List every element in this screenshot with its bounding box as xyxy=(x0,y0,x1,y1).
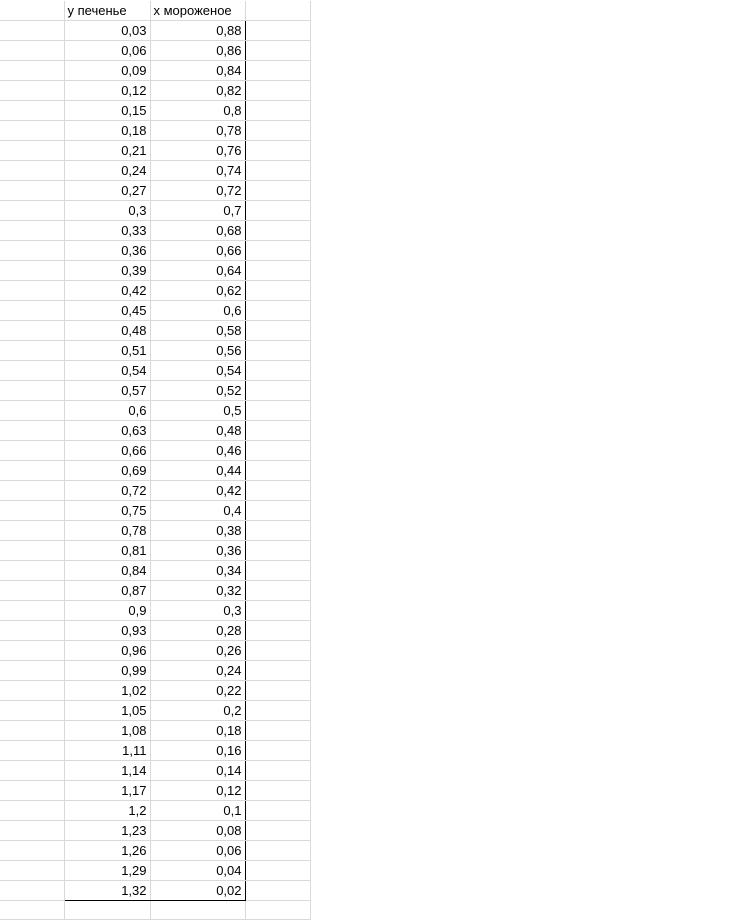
header-cell-y[interactable]: y печенье xyxy=(64,1,150,21)
cell-empty[interactable] xyxy=(0,881,64,901)
cell-empty[interactable] xyxy=(64,901,150,920)
cell-empty[interactable] xyxy=(245,141,310,161)
cell-x-value[interactable]: 0,86 xyxy=(150,41,245,61)
cell-x-value[interactable]: 0,22 xyxy=(150,681,245,701)
cell-empty[interactable] xyxy=(0,481,64,501)
spreadsheet-grid xyxy=(0,1,311,920)
table-row xyxy=(0,681,310,701)
cell-empty[interactable] xyxy=(245,621,310,641)
cell-empty[interactable] xyxy=(0,681,64,701)
table-row xyxy=(0,581,310,601)
cell-empty[interactable] xyxy=(245,801,310,821)
cell-x-value[interactable]: 0,12 xyxy=(150,781,245,801)
spreadsheet-body xyxy=(0,1,310,920)
table-row xyxy=(0,21,310,41)
cell-empty[interactable] xyxy=(245,541,310,561)
cell-empty[interactable] xyxy=(245,301,310,321)
cell-x-value[interactable]: 0,82 xyxy=(150,81,245,101)
table-row xyxy=(0,541,310,561)
cell-empty[interactable] xyxy=(0,401,64,421)
table-row xyxy=(0,201,310,221)
cell-x-value[interactable]: 0,74 xyxy=(150,161,245,181)
table-row xyxy=(0,881,310,901)
cell-empty[interactable] xyxy=(0,501,64,521)
cell-x-value[interactable]: 0,84 xyxy=(150,61,245,81)
cell-x-value[interactable]: 0,34 xyxy=(150,561,245,581)
table-row xyxy=(0,521,310,541)
cell-x-value[interactable]: 0,52 xyxy=(150,381,245,401)
table-row xyxy=(0,621,310,641)
cell-empty[interactable] xyxy=(0,41,64,61)
cell-x-value[interactable]: 0,26 xyxy=(150,641,245,661)
table-row xyxy=(0,361,310,381)
cell-empty[interactable] xyxy=(245,361,310,381)
empty-row xyxy=(0,901,310,920)
cell-empty[interactable] xyxy=(245,321,310,341)
cell-x-value[interactable]: 0,06 xyxy=(150,841,245,861)
cell-x-value[interactable]: 0,62 xyxy=(150,281,245,301)
cell-x-value[interactable]: 0,02 xyxy=(150,881,245,901)
table-row xyxy=(0,461,310,481)
cell-x-value[interactable]: 0,3 xyxy=(150,601,245,621)
cell-empty[interactable] xyxy=(245,681,310,701)
table-row xyxy=(0,821,310,841)
cell-empty[interactable] xyxy=(0,261,64,281)
table-row xyxy=(0,381,310,401)
cell-y-value[interactable]: 0,15 xyxy=(64,101,150,121)
cell-y-value[interactable]: 0,09 xyxy=(64,61,150,81)
cell-y-value[interactable]: 0,39 xyxy=(64,261,150,281)
cell-y-value[interactable]: 0,06 xyxy=(64,41,150,61)
cell-empty[interactable] xyxy=(0,521,64,541)
cell-y-value[interactable]: 0,84 xyxy=(64,561,150,581)
table-row xyxy=(0,761,310,781)
cell-empty[interactable] xyxy=(245,421,310,441)
cell-empty[interactable] xyxy=(245,161,310,181)
table-row xyxy=(0,141,310,161)
cell-empty[interactable] xyxy=(0,861,64,881)
cell-empty[interactable] xyxy=(150,901,245,920)
table-row xyxy=(0,121,310,141)
cell-x-value[interactable]: 0,88 xyxy=(150,21,245,41)
cell-x-value[interactable]: 0,72 xyxy=(150,181,245,201)
cell-y-value[interactable]: 0,6 xyxy=(64,401,150,421)
cell-empty[interactable] xyxy=(0,461,64,481)
cell-empty[interactable] xyxy=(245,241,310,261)
cell-y-value[interactable]: 0,54 xyxy=(64,361,150,381)
cell-empty[interactable] xyxy=(245,61,310,81)
cell-x-value[interactable]: 0,68 xyxy=(150,221,245,241)
cell-empty[interactable] xyxy=(0,381,64,401)
cell-x-value[interactable]: 0,54 xyxy=(150,361,245,381)
cell-empty[interactable] xyxy=(0,661,64,681)
cell-empty[interactable] xyxy=(245,581,310,601)
cell-y-value[interactable]: 0,48 xyxy=(64,321,150,341)
cell-empty[interactable] xyxy=(0,581,64,601)
cell-x-value[interactable]: 0,5 xyxy=(150,401,245,421)
cell-y-value[interactable]: 1,2 xyxy=(64,801,150,821)
cell-x-value[interactable]: 0,8 xyxy=(150,101,245,121)
cell-y-value[interactable]: 0,96 xyxy=(64,641,150,661)
table-row xyxy=(0,561,310,581)
cell-y-value[interactable]: 0,21 xyxy=(64,141,150,161)
cell-x-value[interactable]: 0,04 xyxy=(150,861,245,881)
cell-empty[interactable] xyxy=(0,561,64,581)
cell-empty[interactable] xyxy=(245,841,310,861)
table-row xyxy=(0,161,310,181)
cell-x-value[interactable]: 0,78 xyxy=(150,121,245,141)
cell-empty[interactable] xyxy=(0,181,64,201)
cell-y-value[interactable]: 0,3 xyxy=(64,201,150,221)
cell-y-value[interactable]: 0,51 xyxy=(64,341,150,361)
cell-empty[interactable] xyxy=(0,241,64,261)
cell-y-value[interactable]: 0,03 xyxy=(64,21,150,41)
table-row xyxy=(0,81,310,101)
cell-empty[interactable] xyxy=(245,481,310,501)
cell-empty[interactable] xyxy=(245,101,310,121)
cell-empty[interactable] xyxy=(0,701,64,721)
cell-empty[interactable] xyxy=(245,81,310,101)
cell-y-value[interactable]: 1,14 xyxy=(64,761,150,781)
cell-y-value[interactable]: 0,72 xyxy=(64,481,150,501)
cell-empty[interactable] xyxy=(0,141,64,161)
cell-empty[interactable] xyxy=(245,821,310,841)
cell-x-value[interactable]: 0,42 xyxy=(150,481,245,501)
cell-empty[interactable] xyxy=(0,321,64,341)
cell-empty[interactable] xyxy=(0,201,64,221)
cell-empty[interactable] xyxy=(0,421,64,441)
cell-y-value[interactable]: 1,29 xyxy=(64,861,150,881)
cell-x-value[interactable]: 0,46 xyxy=(150,441,245,461)
cell-x-value[interactable]: 0,58 xyxy=(150,321,245,341)
cell-x-value[interactable]: 0,14 xyxy=(150,761,245,781)
cell-empty[interactable] xyxy=(245,761,310,781)
table-row xyxy=(0,841,310,861)
cell-empty[interactable] xyxy=(0,901,64,920)
cell-y-value[interactable]: 0,93 xyxy=(64,621,150,641)
cell-empty[interactable] xyxy=(0,761,64,781)
cell-y-value[interactable]: 1,08 xyxy=(64,721,150,741)
cell-y-value[interactable]: 0,87 xyxy=(64,581,150,601)
cell-empty[interactable] xyxy=(245,41,310,61)
cell-x-value[interactable]: 0,28 xyxy=(150,621,245,641)
cell-empty[interactable] xyxy=(0,781,64,801)
cell-x-value[interactable]: 0,7 xyxy=(150,201,245,221)
cell-x-value[interactable]: 0,16 xyxy=(150,741,245,761)
cell-y-value[interactable]: 0,99 xyxy=(64,661,150,681)
cell-empty[interactable] xyxy=(245,21,310,41)
table-row xyxy=(0,701,310,721)
cell-empty[interactable] xyxy=(245,261,310,281)
cell-y-value[interactable]: 1,05 xyxy=(64,701,150,721)
cell-empty[interactable] xyxy=(0,301,64,321)
cell-empty[interactable] xyxy=(0,361,64,381)
cell-x-value[interactable]: 0,56 xyxy=(150,341,245,361)
cell-empty[interactable] xyxy=(0,61,64,81)
cell-empty[interactable] xyxy=(0,161,64,181)
cell-empty[interactable] xyxy=(245,901,310,920)
table-row xyxy=(0,641,310,661)
cell-y-value[interactable]: 0,36 xyxy=(64,241,150,261)
table-row xyxy=(0,421,310,441)
cell-y-value[interactable]: 0,42 xyxy=(64,281,150,301)
cell-empty[interactable] xyxy=(245,501,310,521)
table-row xyxy=(0,61,310,81)
header-row xyxy=(0,1,310,21)
cell-y-value[interactable]: 0,81 xyxy=(64,541,150,561)
cell-empty[interactable] xyxy=(245,121,310,141)
cell-empty[interactable] xyxy=(245,701,310,721)
cell-empty[interactable] xyxy=(0,1,64,21)
cell-empty[interactable] xyxy=(245,741,310,761)
cell-empty[interactable] xyxy=(0,121,64,141)
cell-x-value[interactable]: 0,32 xyxy=(150,581,245,601)
cell-empty[interactable] xyxy=(0,821,64,841)
cell-empty[interactable] xyxy=(0,641,64,661)
table-row xyxy=(0,221,310,241)
cell-empty[interactable] xyxy=(0,601,64,621)
cell-empty[interactable] xyxy=(245,721,310,741)
cell-x-value[interactable]: 0,18 xyxy=(150,721,245,741)
table-row xyxy=(0,261,310,281)
cell-y-value[interactable]: 1,17 xyxy=(64,781,150,801)
cell-empty[interactable] xyxy=(0,281,64,301)
cell-empty[interactable] xyxy=(245,181,310,201)
table-row xyxy=(0,181,310,201)
cell-y-value[interactable]: 0,27 xyxy=(64,181,150,201)
cell-x-value[interactable]: 0,36 xyxy=(150,541,245,561)
cell-y-value[interactable]: 0,18 xyxy=(64,121,150,141)
cell-empty[interactable] xyxy=(0,21,64,41)
cell-empty[interactable] xyxy=(245,641,310,661)
cell-x-value[interactable]: 0,66 xyxy=(150,241,245,261)
cell-empty[interactable] xyxy=(0,221,64,241)
cell-y-value[interactable]: 0,63 xyxy=(64,421,150,441)
cell-y-value[interactable]: 1,02 xyxy=(64,681,150,701)
cell-y-value[interactable]: 0,57 xyxy=(64,381,150,401)
cell-y-value[interactable]: 0,66 xyxy=(64,441,150,461)
cell-x-value[interactable]: 0,64 xyxy=(150,261,245,281)
cell-x-value[interactable]: 0,44 xyxy=(150,461,245,481)
cell-empty[interactable] xyxy=(245,1,310,21)
cell-x-value[interactable]: 0,24 xyxy=(150,661,245,681)
table-row xyxy=(0,441,310,461)
cell-empty[interactable] xyxy=(245,281,310,301)
cell-empty[interactable] xyxy=(0,101,64,121)
cell-y-value[interactable]: 1,32 xyxy=(64,881,150,901)
cell-y-value[interactable]: 1,23 xyxy=(64,821,150,841)
table-row xyxy=(0,341,310,361)
cell-x-value[interactable]: 0,76 xyxy=(150,141,245,161)
cell-y-value[interactable]: 0,9 xyxy=(64,601,150,621)
table-row xyxy=(0,861,310,881)
cell-x-value[interactable]: 0,38 xyxy=(150,521,245,541)
cell-empty[interactable] xyxy=(245,381,310,401)
cell-empty[interactable] xyxy=(0,741,64,761)
cell-empty[interactable] xyxy=(245,881,310,901)
cell-empty[interactable] xyxy=(0,541,64,561)
cell-x-value[interactable]: 0,4 xyxy=(150,501,245,521)
table-row xyxy=(0,321,310,341)
cell-x-value[interactable]: 0,48 xyxy=(150,421,245,441)
cell-empty[interactable] xyxy=(245,861,310,881)
cell-x-value[interactable]: 0,6 xyxy=(150,301,245,321)
cell-y-value[interactable]: 1,26 xyxy=(64,841,150,861)
table-row xyxy=(0,601,310,621)
cell-y-value[interactable]: 0,78 xyxy=(64,521,150,541)
cell-empty[interactable] xyxy=(245,461,310,481)
table-row xyxy=(0,241,310,261)
cell-empty[interactable] xyxy=(0,81,64,101)
table-row xyxy=(0,281,310,301)
table-row xyxy=(0,721,310,741)
cell-empty[interactable] xyxy=(0,801,64,821)
table-row xyxy=(0,661,310,681)
table-row xyxy=(0,301,310,321)
cell-y-value[interactable]: 0,33 xyxy=(64,221,150,241)
cell-empty[interactable] xyxy=(245,661,310,681)
cell-empty[interactable] xyxy=(0,341,64,361)
cell-y-value[interactable]: 0,69 xyxy=(64,461,150,481)
cell-x-value[interactable]: 0,2 xyxy=(150,701,245,721)
header-cell-x[interactable]: x мороженое xyxy=(150,1,245,21)
cell-y-value[interactable]: 0,75 xyxy=(64,501,150,521)
cell-empty[interactable] xyxy=(245,441,310,461)
table-row xyxy=(0,101,310,121)
cell-empty[interactable] xyxy=(0,621,64,641)
cell-empty[interactable] xyxy=(245,401,310,421)
cell-empty[interactable] xyxy=(0,721,64,741)
cell-empty[interactable] xyxy=(245,221,310,241)
table-row xyxy=(0,481,310,501)
table-row xyxy=(0,801,310,821)
cell-empty[interactable] xyxy=(0,441,64,461)
cell-x-value[interactable]: 0,1 xyxy=(150,801,245,821)
cell-empty[interactable] xyxy=(245,201,310,221)
table-row xyxy=(0,401,310,421)
cell-y-value[interactable]: 1,11 xyxy=(64,741,150,761)
cell-empty[interactable] xyxy=(245,521,310,541)
cell-empty[interactable] xyxy=(245,341,310,361)
cell-y-value[interactable]: 0,12 xyxy=(64,81,150,101)
table-row xyxy=(0,501,310,521)
cell-x-value[interactable]: 0,08 xyxy=(150,821,245,841)
cell-y-value[interactable]: 0,45 xyxy=(64,301,150,321)
table-row xyxy=(0,41,310,61)
cell-empty[interactable] xyxy=(245,781,310,801)
table-row xyxy=(0,781,310,801)
cell-empty[interactable] xyxy=(245,601,310,621)
cell-empty[interactable] xyxy=(0,841,64,861)
cell-empty[interactable] xyxy=(245,561,310,581)
table-row xyxy=(0,741,310,761)
cell-y-value[interactable]: 0,24 xyxy=(64,161,150,181)
